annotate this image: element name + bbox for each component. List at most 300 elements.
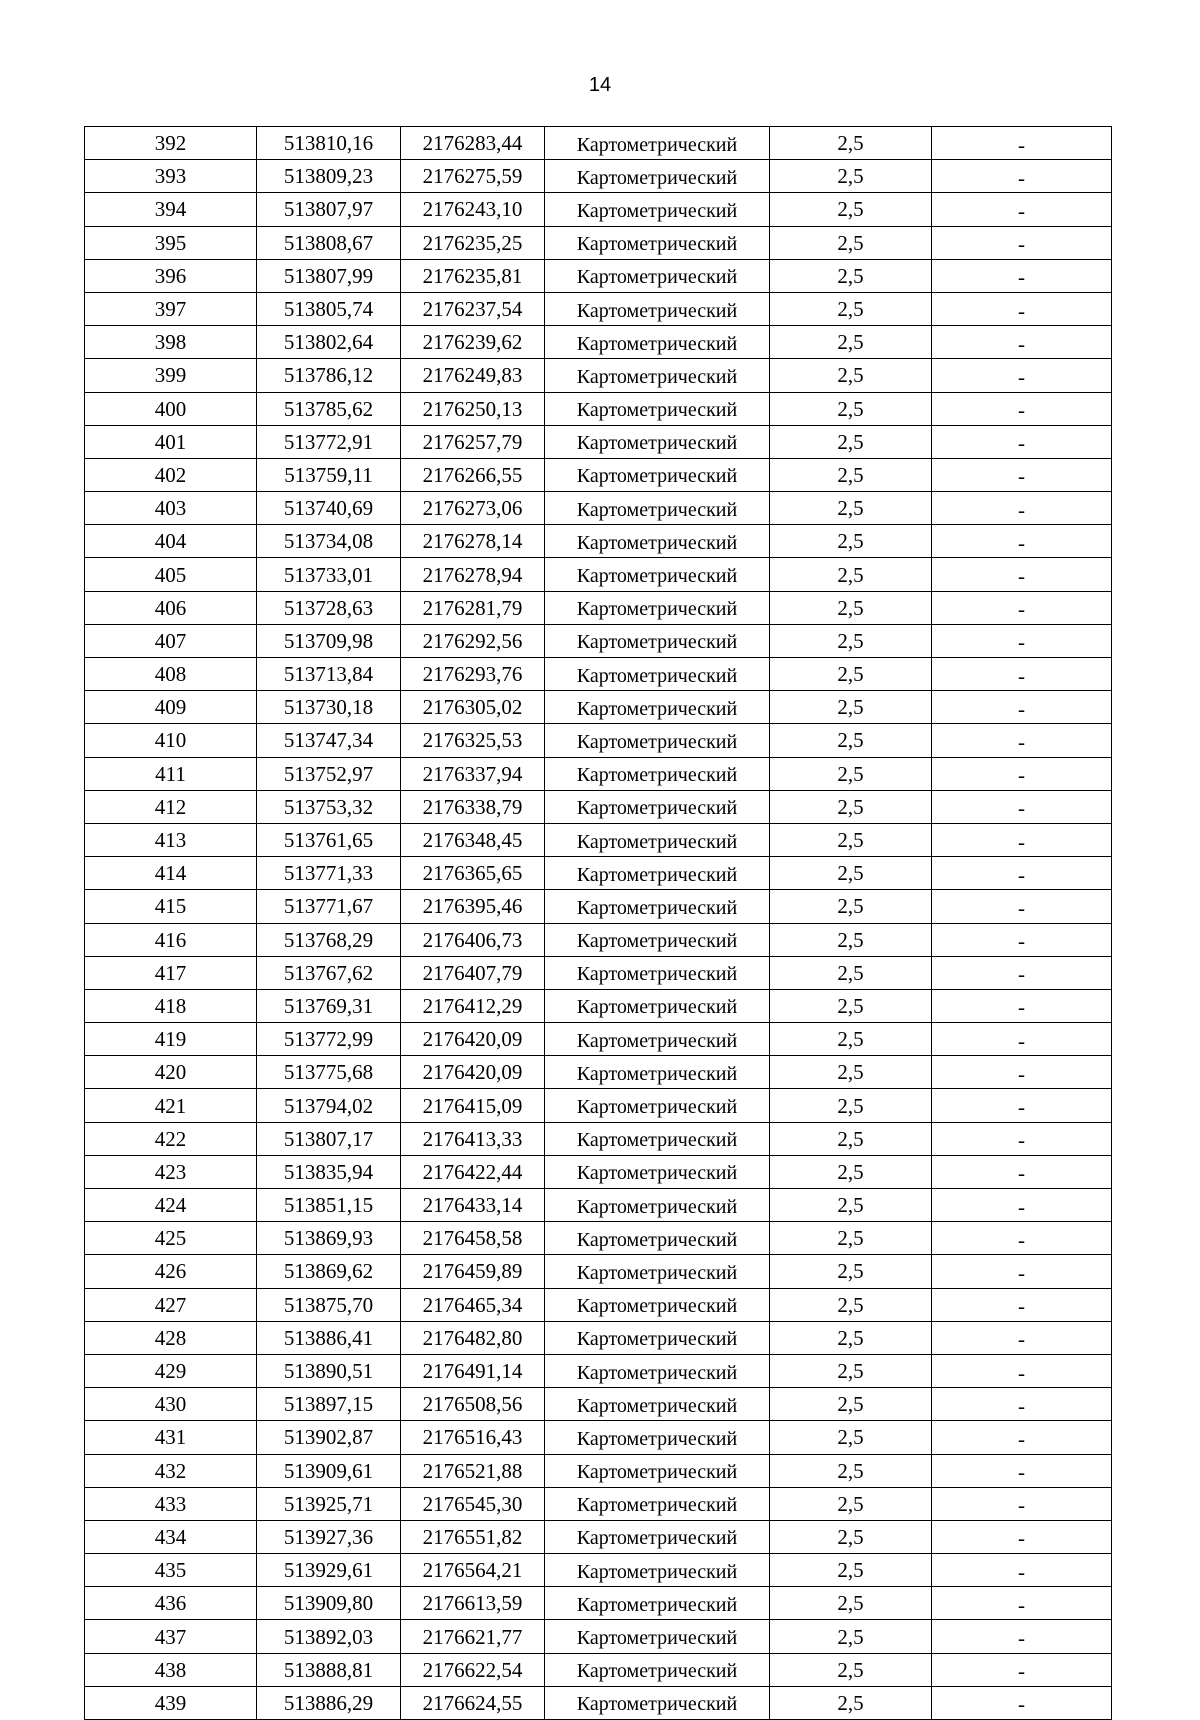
point-number-cell: 432 — [85, 1454, 257, 1487]
method-cell: Картометрический — [545, 1554, 770, 1587]
note-cell: - — [932, 1653, 1112, 1686]
y-coordinate-cell: 2176433,14 — [401, 1189, 545, 1222]
note-cell: - — [932, 1189, 1112, 1222]
table-row — [85, 923, 1112, 956]
accuracy-cell: 2,5 — [770, 1454, 932, 1487]
note-cell: - — [932, 259, 1112, 292]
x-coordinate-cell: 513713,84 — [257, 658, 401, 691]
point-number-cell: 396 — [85, 259, 257, 292]
method-cell: Картометрический — [545, 923, 770, 956]
accuracy-cell: 2,5 — [770, 1189, 932, 1222]
x-coordinate-cell: 513802,64 — [257, 326, 401, 359]
point-number-cell: 414 — [85, 857, 257, 890]
note-cell: - — [932, 591, 1112, 624]
y-coordinate-cell: 2176516,43 — [401, 1421, 545, 1454]
note-cell: - — [932, 956, 1112, 989]
accuracy-cell: 2,5 — [770, 326, 932, 359]
x-coordinate-cell: 513927,36 — [257, 1520, 401, 1553]
method-cell: Картометрический — [545, 890, 770, 923]
accuracy-cell: 2,5 — [770, 923, 932, 956]
note-cell: - — [932, 691, 1112, 724]
note-cell: - — [932, 558, 1112, 591]
y-coordinate-cell: 2176413,33 — [401, 1122, 545, 1155]
x-coordinate-cell: 513772,91 — [257, 425, 401, 458]
table-row — [85, 890, 1112, 923]
accuracy-cell: 2,5 — [770, 823, 932, 856]
x-coordinate-cell: 513869,93 — [257, 1222, 401, 1255]
accuracy-cell: 2,5 — [770, 1089, 932, 1122]
method-cell: Картометрический — [545, 127, 770, 160]
point-number-cell: 439 — [85, 1686, 257, 1719]
note-cell: - — [932, 823, 1112, 856]
point-number-cell: 430 — [85, 1388, 257, 1421]
note-cell: - — [932, 458, 1112, 491]
x-coordinate-cell: 513769,31 — [257, 989, 401, 1022]
table-row — [85, 956, 1112, 989]
x-coordinate-cell: 513794,02 — [257, 1089, 401, 1122]
table-row — [85, 1520, 1112, 1553]
note-cell: - — [932, 658, 1112, 691]
method-cell: Картометрический — [545, 226, 770, 259]
method-cell: Картометрический — [545, 492, 770, 525]
table-row — [85, 1487, 1112, 1520]
method-cell: Картометрический — [545, 1653, 770, 1686]
method-cell: Картометрический — [545, 1686, 770, 1719]
table-row — [85, 1023, 1112, 1056]
table-row — [85, 691, 1112, 724]
accuracy-cell: 2,5 — [770, 1056, 932, 1089]
point-number-cell: 413 — [85, 823, 257, 856]
table-row — [85, 458, 1112, 491]
table-row — [85, 658, 1112, 691]
point-number-cell: 403 — [85, 492, 257, 525]
point-number-cell: 397 — [85, 292, 257, 325]
accuracy-cell: 2,5 — [770, 492, 932, 525]
table-row — [85, 1089, 1112, 1122]
accuracy-cell: 2,5 — [770, 525, 932, 558]
table-row — [85, 1686, 1112, 1719]
table-row — [85, 857, 1112, 890]
x-coordinate-cell: 513869,62 — [257, 1255, 401, 1288]
method-cell: Картометрический — [545, 1421, 770, 1454]
y-coordinate-cell: 2176278,94 — [401, 558, 545, 591]
y-coordinate-cell: 2176337,94 — [401, 757, 545, 790]
y-coordinate-cell: 2176243,10 — [401, 193, 545, 226]
table-row — [85, 1255, 1112, 1288]
y-coordinate-cell: 2176395,46 — [401, 890, 545, 923]
y-coordinate-cell: 2176458,58 — [401, 1222, 545, 1255]
accuracy-cell: 2,5 — [770, 1255, 932, 1288]
accuracy-cell: 2,5 — [770, 658, 932, 691]
method-cell: Картометрический — [545, 691, 770, 724]
table-row — [85, 989, 1112, 1022]
accuracy-cell: 2,5 — [770, 790, 932, 823]
point-number-cell: 434 — [85, 1520, 257, 1553]
accuracy-cell: 2,5 — [770, 1554, 932, 1587]
method-cell: Картометрический — [545, 1155, 770, 1188]
note-cell: - — [932, 525, 1112, 558]
x-coordinate-cell: 513897,15 — [257, 1388, 401, 1421]
x-coordinate-cell: 513753,32 — [257, 790, 401, 823]
accuracy-cell: 2,5 — [770, 591, 932, 624]
x-coordinate-cell: 513925,71 — [257, 1487, 401, 1520]
y-coordinate-cell: 2176613,59 — [401, 1587, 545, 1620]
y-coordinate-cell: 2176292,56 — [401, 624, 545, 657]
y-coordinate-cell: 2176325,53 — [401, 724, 545, 757]
accuracy-cell: 2,5 — [770, 691, 932, 724]
table-row — [85, 1321, 1112, 1354]
x-coordinate-cell: 513890,51 — [257, 1354, 401, 1387]
x-coordinate-cell: 513902,87 — [257, 1421, 401, 1454]
accuracy-cell: 2,5 — [770, 724, 932, 757]
accuracy-cell: 2,5 — [770, 857, 932, 890]
method-cell: Картометрический — [545, 591, 770, 624]
x-coordinate-cell: 513775,68 — [257, 1056, 401, 1089]
x-coordinate-cell: 513734,08 — [257, 525, 401, 558]
point-number-cell: 433 — [85, 1487, 257, 1520]
table-row — [85, 1421, 1112, 1454]
table-row — [85, 392, 1112, 425]
table-row — [85, 1354, 1112, 1387]
method-cell: Картометрический — [545, 989, 770, 1022]
accuracy-cell: 2,5 — [770, 458, 932, 491]
table-row — [85, 292, 1112, 325]
point-number-cell: 416 — [85, 923, 257, 956]
y-coordinate-cell: 2176348,45 — [401, 823, 545, 856]
point-number-cell: 437 — [85, 1620, 257, 1653]
method-cell: Картометрический — [545, 1023, 770, 1056]
x-coordinate-cell: 513851,15 — [257, 1189, 401, 1222]
y-coordinate-cell: 2176273,06 — [401, 492, 545, 525]
table-row — [85, 558, 1112, 591]
table-row — [85, 790, 1112, 823]
point-number-cell: 436 — [85, 1587, 257, 1620]
point-number-cell: 400 — [85, 392, 257, 425]
method-cell: Картометрический — [545, 1620, 770, 1653]
y-coordinate-cell: 2176406,73 — [401, 923, 545, 956]
y-coordinate-cell: 2176420,09 — [401, 1056, 545, 1089]
method-cell: Картометрический — [545, 956, 770, 989]
method-cell: Картометрический — [545, 1520, 770, 1553]
y-coordinate-cell: 2176275,59 — [401, 160, 545, 193]
point-number-cell: 424 — [85, 1189, 257, 1222]
note-cell: - — [932, 1288, 1112, 1321]
table-row — [85, 259, 1112, 292]
method-cell: Картометрический — [545, 1089, 770, 1122]
method-cell: Картометрический — [545, 790, 770, 823]
point-number-cell: 423 — [85, 1155, 257, 1188]
point-number-cell: 431 — [85, 1421, 257, 1454]
point-number-cell: 406 — [85, 591, 257, 624]
accuracy-cell: 2,5 — [770, 624, 932, 657]
method-cell: Картометрический — [545, 1122, 770, 1155]
y-coordinate-cell: 2176237,54 — [401, 292, 545, 325]
x-coordinate-cell: 513875,70 — [257, 1288, 401, 1321]
note-cell: - — [932, 1520, 1112, 1553]
x-coordinate-cell: 513771,33 — [257, 857, 401, 890]
point-number-cell: 422 — [85, 1122, 257, 1155]
x-coordinate-cell: 513810,16 — [257, 127, 401, 160]
x-coordinate-cell: 513759,11 — [257, 458, 401, 491]
method-cell: Картометрический — [545, 425, 770, 458]
point-number-cell: 399 — [85, 359, 257, 392]
accuracy-cell: 2,5 — [770, 1620, 932, 1653]
y-coordinate-cell: 2176422,44 — [401, 1155, 545, 1188]
note-cell: - — [932, 1122, 1112, 1155]
method-cell: Картометрический — [545, 193, 770, 226]
table-row — [85, 1388, 1112, 1421]
accuracy-cell: 2,5 — [770, 1653, 932, 1686]
table-row — [85, 757, 1112, 790]
point-number-cell: 398 — [85, 326, 257, 359]
accuracy-cell: 2,5 — [770, 1354, 932, 1387]
method-cell: Картометрический — [545, 1189, 770, 1222]
note-cell: - — [932, 1620, 1112, 1653]
point-number-cell: 393 — [85, 160, 257, 193]
accuracy-cell: 2,5 — [770, 1288, 932, 1321]
method-cell: Картометрический — [545, 558, 770, 591]
y-coordinate-cell: 2176491,14 — [401, 1354, 545, 1387]
x-coordinate-cell: 513728,63 — [257, 591, 401, 624]
method-cell: Картометрический — [545, 1354, 770, 1387]
method-cell: Картометрический — [545, 757, 770, 790]
accuracy-cell: 2,5 — [770, 890, 932, 923]
note-cell: - — [932, 923, 1112, 956]
accuracy-cell: 2,5 — [770, 1023, 932, 1056]
accuracy-cell: 2,5 — [770, 1388, 932, 1421]
note-cell: - — [932, 326, 1112, 359]
y-coordinate-cell: 2176624,55 — [401, 1686, 545, 1719]
table-row — [85, 724, 1112, 757]
method-cell: Картометрический — [545, 259, 770, 292]
method-cell: Картометрический — [545, 525, 770, 558]
accuracy-cell: 2,5 — [770, 292, 932, 325]
note-cell: - — [932, 1321, 1112, 1354]
accuracy-cell: 2,5 — [770, 1487, 932, 1520]
y-coordinate-cell: 2176545,30 — [401, 1487, 545, 1520]
point-number-cell: 418 — [85, 989, 257, 1022]
y-coordinate-cell: 2176235,81 — [401, 259, 545, 292]
point-number-cell: 405 — [85, 558, 257, 591]
method-cell: Картометрический — [545, 1388, 770, 1421]
point-number-cell: 420 — [85, 1056, 257, 1089]
method-cell: Картометрический — [545, 1056, 770, 1089]
point-number-cell: 409 — [85, 691, 257, 724]
method-cell: Картометрический — [545, 857, 770, 890]
note-cell: - — [932, 1554, 1112, 1587]
table-row — [85, 425, 1112, 458]
point-number-cell: 419 — [85, 1023, 257, 1056]
note-cell: - — [932, 1388, 1112, 1421]
method-cell: Картометрический — [545, 823, 770, 856]
note-cell: - — [932, 1023, 1112, 1056]
table-row — [85, 525, 1112, 558]
y-coordinate-cell: 2176621,77 — [401, 1620, 545, 1653]
y-coordinate-cell: 2176283,44 — [401, 127, 545, 160]
x-coordinate-cell: 513886,41 — [257, 1321, 401, 1354]
point-number-cell: 412 — [85, 790, 257, 823]
table-row — [85, 359, 1112, 392]
point-number-cell: 408 — [85, 658, 257, 691]
x-coordinate-cell: 513835,94 — [257, 1155, 401, 1188]
accuracy-cell: 2,5 — [770, 359, 932, 392]
accuracy-cell: 2,5 — [770, 1122, 932, 1155]
point-number-cell: 421 — [85, 1089, 257, 1122]
accuracy-cell: 2,5 — [770, 1421, 932, 1454]
y-coordinate-cell: 2176564,21 — [401, 1554, 545, 1587]
y-coordinate-cell: 2176249,83 — [401, 359, 545, 392]
point-number-cell: 426 — [85, 1255, 257, 1288]
table-row — [85, 1454, 1112, 1487]
note-cell: - — [932, 890, 1112, 923]
accuracy-cell: 2,5 — [770, 226, 932, 259]
accuracy-cell: 2,5 — [770, 193, 932, 226]
method-cell: Картометрический — [545, 624, 770, 657]
y-coordinate-cell: 2176420,09 — [401, 1023, 545, 1056]
page-number: 14 — [588, 74, 612, 96]
table-row — [85, 823, 1112, 856]
x-coordinate-cell: 513709,98 — [257, 624, 401, 657]
note-cell: - — [932, 292, 1112, 325]
x-coordinate-cell: 513761,65 — [257, 823, 401, 856]
note-cell: - — [932, 127, 1112, 160]
table-row — [85, 1620, 1112, 1653]
table-row — [85, 1587, 1112, 1620]
x-coordinate-cell: 513807,97 — [257, 193, 401, 226]
note-cell: - — [932, 392, 1112, 425]
method-cell: Картометрический — [545, 458, 770, 491]
note-cell: - — [932, 757, 1112, 790]
method-cell: Картометрический — [545, 326, 770, 359]
point-number-cell: 407 — [85, 624, 257, 657]
table-row — [85, 1222, 1112, 1255]
table-row — [85, 591, 1112, 624]
x-coordinate-cell: 513886,29 — [257, 1686, 401, 1719]
accuracy-cell: 2,5 — [770, 127, 932, 160]
point-number-cell: 435 — [85, 1554, 257, 1587]
note-cell: - — [932, 1222, 1112, 1255]
method-cell: Картометрический — [545, 1255, 770, 1288]
note-cell: - — [932, 1587, 1112, 1620]
note-cell: - — [932, 359, 1112, 392]
x-coordinate-cell: 513768,29 — [257, 923, 401, 956]
note-cell: - — [932, 1686, 1112, 1719]
method-cell: Картометрический — [545, 658, 770, 691]
note-cell: - — [932, 624, 1112, 657]
note-cell: - — [932, 226, 1112, 259]
coordinates-table-body — [85, 127, 1112, 1720]
table-row — [85, 1288, 1112, 1321]
note-cell: - — [932, 1487, 1112, 1520]
table-row — [85, 1122, 1112, 1155]
y-coordinate-cell: 2176407,79 — [401, 956, 545, 989]
table-row — [85, 1554, 1112, 1587]
note-cell: - — [932, 1255, 1112, 1288]
method-cell: Картометрический — [545, 392, 770, 425]
table-row — [85, 226, 1112, 259]
method-cell: Картометрический — [545, 1321, 770, 1354]
accuracy-cell: 2,5 — [770, 1587, 932, 1620]
method-cell: Картометрический — [545, 1288, 770, 1321]
point-number-cell: 415 — [85, 890, 257, 923]
point-number-cell: 429 — [85, 1354, 257, 1387]
x-coordinate-cell: 513733,01 — [257, 558, 401, 591]
note-cell: - — [932, 492, 1112, 525]
y-coordinate-cell: 2176365,65 — [401, 857, 545, 890]
note-cell: - — [932, 1155, 1112, 1188]
x-coordinate-cell: 513909,61 — [257, 1454, 401, 1487]
accuracy-cell: 2,5 — [770, 1520, 932, 1553]
x-coordinate-cell: 513771,67 — [257, 890, 401, 923]
point-number-cell: 402 — [85, 458, 257, 491]
accuracy-cell: 2,5 — [770, 1321, 932, 1354]
table-row — [85, 1189, 1112, 1222]
note-cell: - — [932, 1354, 1112, 1387]
note-cell: - — [932, 425, 1112, 458]
note-cell: - — [932, 193, 1112, 226]
x-coordinate-cell: 513888,81 — [257, 1653, 401, 1686]
x-coordinate-cell: 513785,62 — [257, 392, 401, 425]
x-coordinate-cell: 513809,23 — [257, 160, 401, 193]
accuracy-cell: 2,5 — [770, 160, 932, 193]
x-coordinate-cell: 513892,03 — [257, 1620, 401, 1653]
point-number-cell: 417 — [85, 956, 257, 989]
accuracy-cell: 2,5 — [770, 989, 932, 1022]
accuracy-cell: 2,5 — [770, 956, 932, 989]
point-number-cell: 394 — [85, 193, 257, 226]
coordinates-table — [84, 126, 1112, 1720]
y-coordinate-cell: 2176293,76 — [401, 658, 545, 691]
x-coordinate-cell: 513909,80 — [257, 1587, 401, 1620]
table-row — [85, 492, 1112, 525]
y-coordinate-cell: 2176266,55 — [401, 458, 545, 491]
y-coordinate-cell: 2176465,34 — [401, 1288, 545, 1321]
x-coordinate-cell: 513786,12 — [257, 359, 401, 392]
x-coordinate-cell: 513805,74 — [257, 292, 401, 325]
x-coordinate-cell: 513808,67 — [257, 226, 401, 259]
x-coordinate-cell: 513807,17 — [257, 1122, 401, 1155]
y-coordinate-cell: 2176412,29 — [401, 989, 545, 1022]
y-coordinate-cell: 2176459,89 — [401, 1255, 545, 1288]
x-coordinate-cell: 513730,18 — [257, 691, 401, 724]
x-coordinate-cell: 513767,62 — [257, 956, 401, 989]
y-coordinate-cell: 2176482,80 — [401, 1321, 545, 1354]
y-coordinate-cell: 2176257,79 — [401, 425, 545, 458]
table-row — [85, 624, 1112, 657]
point-number-cell: 428 — [85, 1321, 257, 1354]
method-cell: Картометрический — [545, 1454, 770, 1487]
y-coordinate-cell: 2176521,88 — [401, 1454, 545, 1487]
method-cell: Картометрический — [545, 292, 770, 325]
method-cell: Картометрический — [545, 160, 770, 193]
point-number-cell: 438 — [85, 1653, 257, 1686]
note-cell: - — [932, 160, 1112, 193]
note-cell: - — [932, 989, 1112, 1022]
point-number-cell: 392 — [85, 127, 257, 160]
note-cell: - — [932, 724, 1112, 757]
x-coordinate-cell: 513747,34 — [257, 724, 401, 757]
table-row — [85, 193, 1112, 226]
table-row — [85, 127, 1112, 160]
y-coordinate-cell: 2176551,82 — [401, 1520, 545, 1553]
x-coordinate-cell: 513807,99 — [257, 259, 401, 292]
y-coordinate-cell: 2176305,02 — [401, 691, 545, 724]
y-coordinate-cell: 2176415,09 — [401, 1089, 545, 1122]
y-coordinate-cell: 2176278,14 — [401, 525, 545, 558]
table-row — [85, 1653, 1112, 1686]
point-number-cell: 410 — [85, 724, 257, 757]
method-cell: Картометрический — [545, 1587, 770, 1620]
